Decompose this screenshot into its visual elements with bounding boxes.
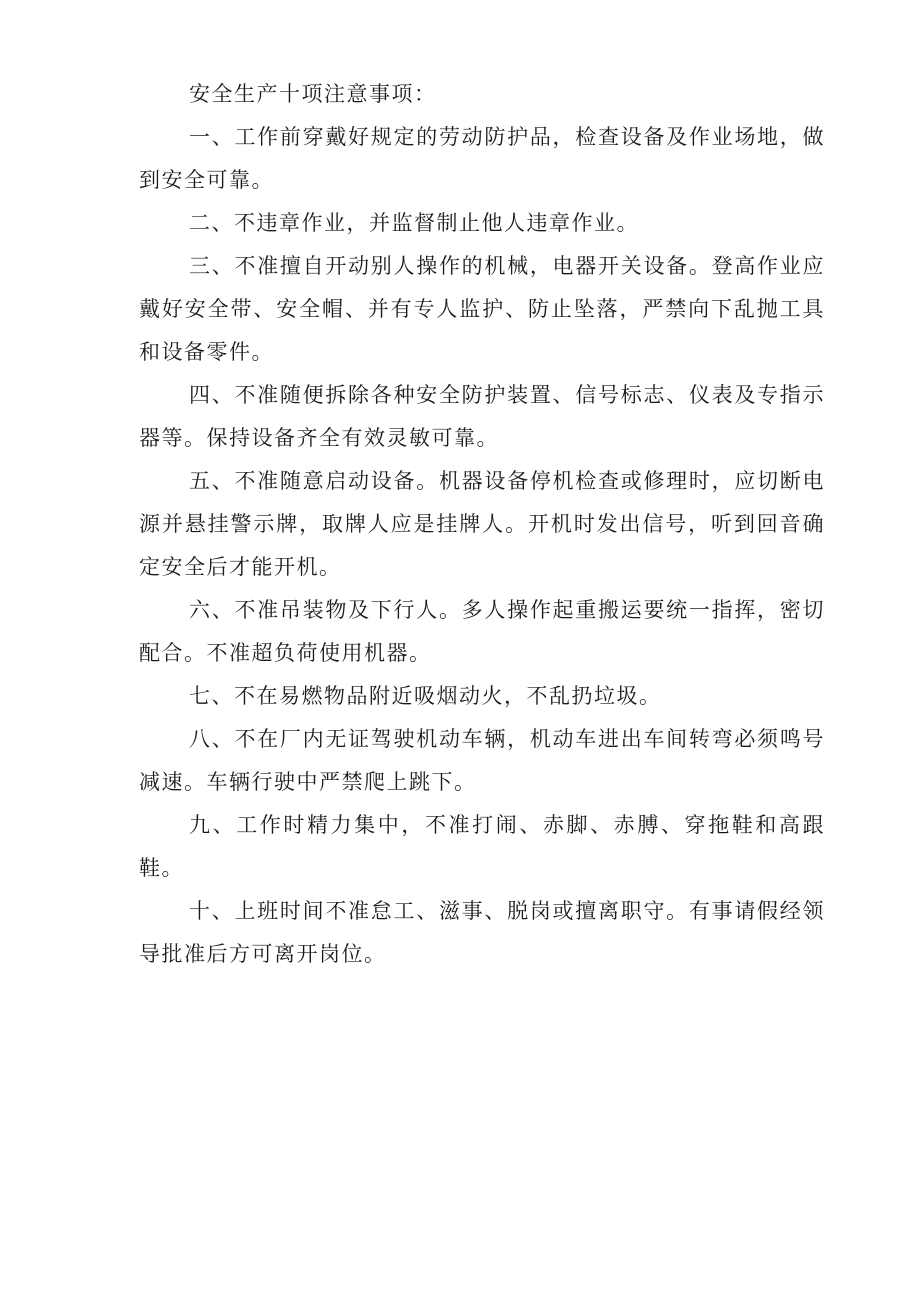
document-body <box>139 73 825 976</box>
rule-item-10: 十、上班时间不准怠工、滋事、脱岗或擅离职守。有事请假经领导批准后方可离开岗位。 <box>139 899 825 966</box>
rule-item-3: 三、不准擅自开动别人操作的机械，电器开关设备。登高作业应戴好安全带、安全帽、并有专人监护、防止坠落，严禁向下乱抛工具和设备零件。 <box>139 254 825 364</box>
rule-item-7: 七、不在易燃物品附近吸烟动火，不乱扔垃圾。 <box>189 684 662 708</box>
rule-item-6: 六、不准吊装物及下行人。多人操作起重搬运要统一指挥，密切配合。不准超负荷使用机器。 <box>139 598 825 665</box>
rule-item-8: 八、不在厂内无证驾驶机动车辆，机动车进出车间转弯必须鸣号减速。车辆行驶中严禁爬上跳下。 <box>139 727 825 794</box>
rule-item-2: 二、不违章作业，并监督制止他人违章作业。 <box>189 211 639 235</box>
rule-item-5: 五、不准随意启动设备。机器设备停机检查或修理时，应切断电源并悬挂警示牌，取牌人应是挂牌人。开机时发出信号，听到回音确定安全后才能开机。 <box>139 469 825 579</box>
document-heading: 安全生产十项注意事项： <box>189 82 437 106</box>
rule-item-4: 四、不准随便拆除各种安全防护装置、信号标志、仪表及专指示器等。保持设备齐全有效灵敏可靠。 <box>139 383 825 450</box>
rule-item-9: 九、工作时精力集中，不准打闹、赤脚、赤膊、穿拖鞋和高跟鞋。 <box>139 813 825 880</box>
rule-item-1: 一、工作前穿戴好规定的劳动防护品，检查设备及作业场地，做到安全可靠。 <box>139 125 825 192</box>
